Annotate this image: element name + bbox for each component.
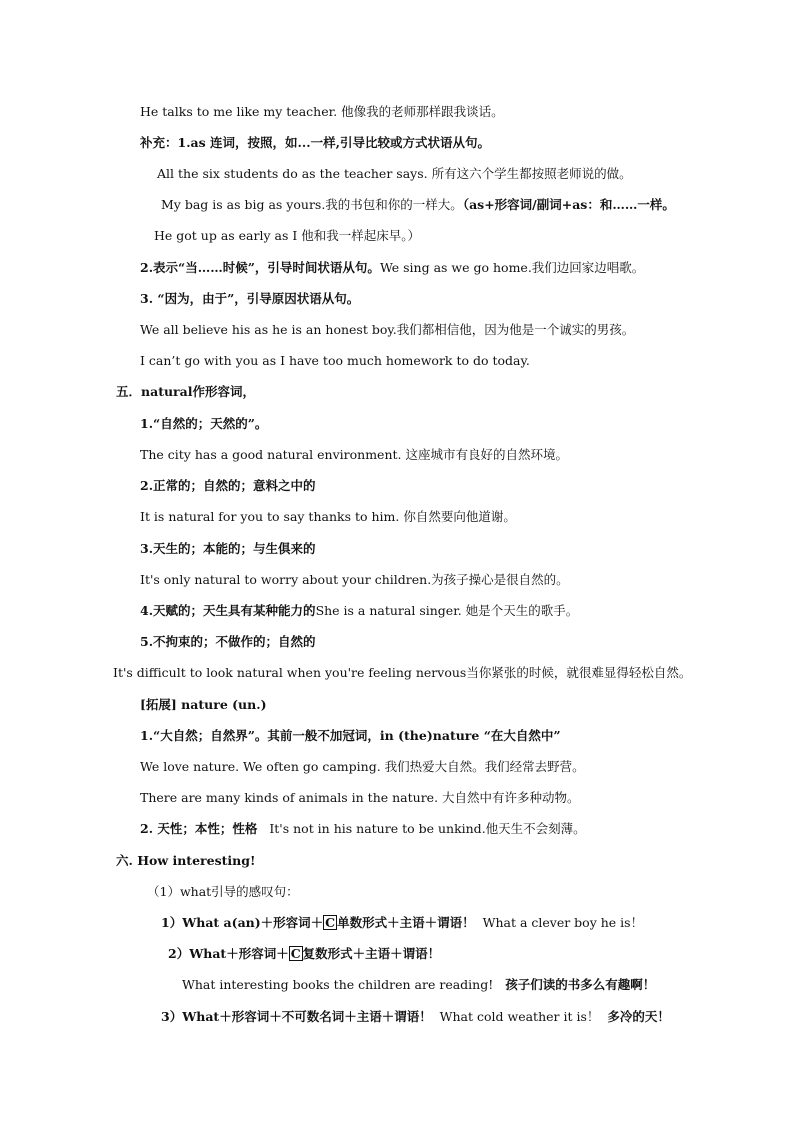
text-span: What a clever boy he is！ (482, 915, 644, 930)
text-span: 孩子们读的书多么有趣啊！ (505, 977, 656, 992)
text-line: There are many kinds of animals in the nature. 大自然中有许多种动物。 (140, 790, 580, 805)
text-span: She is a natural singer. 她是个天生的歌手。 (315, 603, 579, 618)
text-line (140, 260, 644, 276)
text-span: （as+形容词/副词+as：和……一样。 (462, 197, 675, 212)
section-heading: 五．natural作形容词， (116, 384, 255, 399)
boxed-letter: C (290, 946, 301, 961)
text-line: 5.不拘束的；不做作的；自然的 (140, 634, 316, 649)
text-line: [拓展] nature (un.) (140, 697, 267, 712)
text-line (161, 197, 675, 213)
text-line: 3. “因为，由于”，引导原因状语从句。 (140, 291, 360, 306)
text-span: My bag is as big as yours.我的书包和你的一样大。 (161, 197, 463, 212)
text-span: What cold weather it is！ (439, 1009, 600, 1024)
text-line: 1.“大自然；自然界”。其前一般不加冠词，in (the)nature “在大自然中” (140, 728, 561, 743)
text-line (182, 977, 655, 993)
text-span: It's not in his nature to be unkind.他天生不会刻薄。 (269, 821, 586, 836)
text-line: 3.天生的；本能的；与生俱来的 (140, 541, 316, 556)
text-line (140, 603, 578, 619)
text-span: 2. 天性；本性；性格 (140, 821, 258, 836)
text-line: We all believe his as he is an honest boy.我们都相信他，因为他是一个诚实的男孩。 (140, 322, 635, 337)
text-line: All the six students do as the teacher says. 所有这六个学生都按照老师说的做。 (157, 166, 632, 181)
text-line: We love nature. We often go camping. 我们热爱大自然。我们经常去野营。 (140, 759, 585, 774)
text-line (161, 1009, 670, 1025)
text-line (161, 915, 643, 931)
text-span: 2）What＋形容词＋ (168, 946, 289, 961)
text-line: It's difficult to look natural when you're feeling nervous当你紧张的时候，就很难显得轻松自然。 (113, 665, 692, 680)
text-line: 补充：1.as 连词，按照，如...一样,引导比较或方式状语从句。 (140, 135, 490, 150)
text-line: I can’t go with you as I have too much homework to do today. (140, 353, 530, 368)
text-line: It is natural for you to say thanks to him. 你自然要向他道谢。 (140, 509, 516, 524)
text-line: He talks to me like my teacher. 他像我的老师那样跟我谈话。 (140, 104, 504, 119)
text-span: 1）What a(an)＋形容词＋ (161, 915, 324, 930)
text-span: 复数形式＋主语＋谓语！ (302, 946, 441, 961)
section-heading: 六. How interesting! (116, 853, 256, 868)
text-line: （1）what引导的感叹句： (147, 884, 299, 899)
text-span: 4.天赋的；天生具有某种能力的 (140, 603, 316, 618)
text-line (140, 821, 586, 837)
text-span: We sing as we go home.我们边回家边唱歌。 (379, 260, 645, 275)
text-line: 2.正常的；自然的；意料之中的 (140, 478, 316, 493)
text-span: 多冷的天！ (607, 1009, 670, 1024)
text-line: It's only natural to worry about your children.为孩子操心是很自然的。 (140, 572, 569, 587)
text-line (168, 946, 440, 962)
text-span: 2.表示“当……时候”，引导时间状语从句。 (140, 260, 380, 275)
text-line: He got up as early as I 他和我一样起床早。） (154, 228, 421, 243)
text-span: 单数形式＋主语＋谓语！ (337, 915, 475, 930)
text-line: 1.“自然的；天然的”。 (140, 416, 268, 431)
text-line: The city has a good natural environment. 这座城市有良好的自然环境。 (140, 447, 568, 462)
boxed-letter: C (325, 915, 336, 930)
text-span: What interesting books the children are reading! (182, 977, 494, 992)
text-span: 3）What＋形容词＋不可数名词＋主语＋谓语！ (161, 1009, 432, 1024)
